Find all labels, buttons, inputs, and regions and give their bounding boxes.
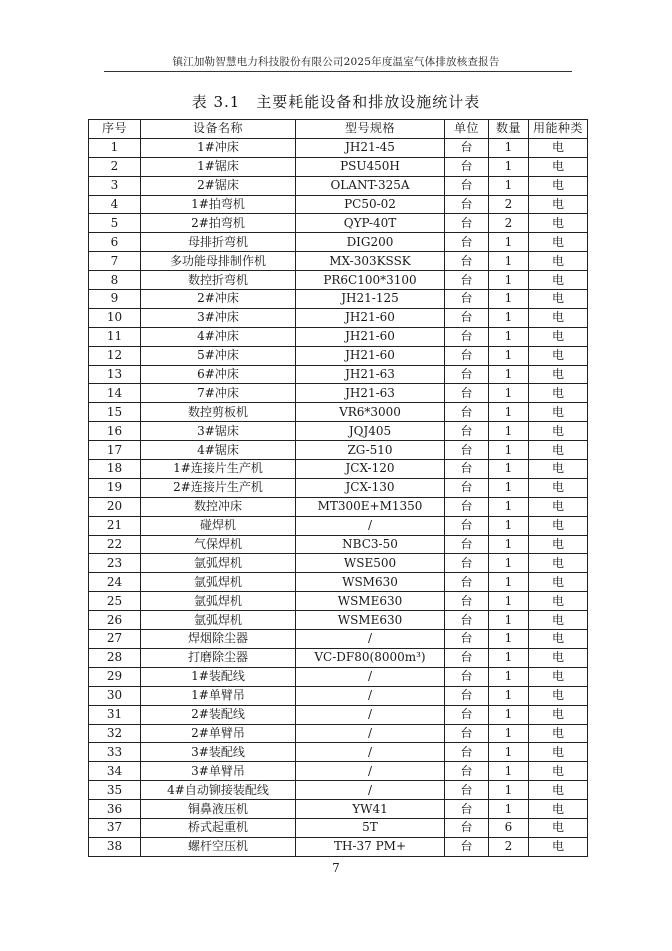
table-row [89, 195, 588, 214]
cell-unit: 台 [445, 535, 489, 554]
cell-equipment-name: 2#连接片生产机 [141, 478, 296, 497]
table-row [89, 554, 588, 573]
page-number: 7 [332, 861, 340, 875]
cell-equipment-name: 数控折弯机 [141, 271, 296, 290]
cell-unit: 台 [445, 648, 489, 667]
cell-unit: 台 [445, 743, 489, 762]
cell-equipment-name: 铜鼻液压机 [141, 800, 296, 819]
cell-index: 35 [89, 781, 141, 800]
cell-equipment-name: 3#锯床 [141, 422, 296, 441]
cell-equipment-name: 6#冲床 [141, 365, 296, 384]
cell-equipment-name: 氩弧焊机 [141, 611, 296, 630]
cell-quantity: 1 [489, 308, 529, 327]
cell-model: JH21-63 [296, 365, 445, 384]
cell-unit: 台 [445, 667, 489, 686]
cell-index: 14 [89, 384, 141, 403]
cell-unit: 台 [445, 478, 489, 497]
cell-index: 27 [89, 630, 141, 649]
cell-quantity: 1 [489, 743, 529, 762]
table-row [89, 271, 588, 290]
cell-quantity: 1 [489, 233, 529, 252]
cell-index: 34 [89, 762, 141, 781]
cell-quantity: 1 [489, 327, 529, 346]
cell-energy-type: 电 [529, 290, 588, 309]
table-row [89, 686, 588, 705]
cell-energy-type: 电 [529, 686, 588, 705]
cell-quantity: 1 [489, 573, 529, 592]
cell-index: 37 [89, 818, 141, 837]
cell-energy-type: 电 [529, 818, 588, 837]
cell-equipment-name: 1#装配线 [141, 667, 296, 686]
table-row [89, 441, 588, 460]
cell-energy-type: 电 [529, 365, 588, 384]
table-row [89, 535, 588, 554]
cell-quantity: 1 [489, 611, 529, 630]
cell-equipment-name: 3#单臂吊 [141, 762, 296, 781]
cell-model: / [296, 762, 445, 781]
cell-quantity: 2 [489, 195, 529, 214]
table-row [89, 592, 588, 611]
cell-equipment-name: 打磨除尘器 [141, 648, 296, 667]
cell-energy-type: 电 [529, 478, 588, 497]
cell-equipment-name: 3#装配线 [141, 743, 296, 762]
cell-quantity: 1 [489, 705, 529, 724]
cell-model: TH-37 PM+ [296, 837, 445, 856]
cell-model: PSU450H [296, 157, 445, 176]
cell-model: / [296, 630, 445, 649]
cell-equipment-name: 气保焊机 [141, 535, 296, 554]
cell-equipment-name: 4#冲床 [141, 327, 296, 346]
table-row [89, 214, 588, 233]
cell-index: 4 [89, 195, 141, 214]
cell-energy-type: 电 [529, 667, 588, 686]
cell-index: 19 [89, 478, 141, 497]
cell-unit: 台 [445, 837, 489, 856]
cell-model: ZG-510 [296, 441, 445, 460]
cell-unit: 台 [445, 384, 489, 403]
cell-quantity: 1 [489, 384, 529, 403]
table-row [89, 176, 588, 195]
cell-equipment-name: 4#自动铆接装配线 [141, 781, 296, 800]
cell-unit: 台 [445, 308, 489, 327]
cell-index: 28 [89, 648, 141, 667]
cell-unit: 台 [445, 290, 489, 309]
cell-quantity: 1 [489, 478, 529, 497]
table-row [89, 762, 588, 781]
cell-quantity: 1 [489, 554, 529, 573]
cell-unit: 台 [445, 724, 489, 743]
cell-equipment-name: 2#冲床 [141, 290, 296, 309]
cell-energy-type: 电 [529, 648, 588, 667]
cell-quantity: 1 [489, 365, 529, 384]
cell-quantity: 1 [489, 781, 529, 800]
cell-quantity: 1 [489, 535, 529, 554]
cell-unit: 台 [445, 346, 489, 365]
table-row [89, 800, 588, 819]
cell-unit: 台 [445, 686, 489, 705]
cell-quantity: 1 [489, 497, 529, 516]
cell-equipment-name: 2#锯床 [141, 176, 296, 195]
cell-equipment-name: 数控冲床 [141, 497, 296, 516]
cell-index: 9 [89, 290, 141, 309]
cell-quantity: 1 [489, 271, 529, 290]
cell-model: / [296, 516, 445, 535]
table-row [89, 403, 588, 422]
table-header-row [89, 120, 588, 139]
cell-equipment-name: 5#冲床 [141, 346, 296, 365]
table-row [89, 308, 588, 327]
table-row [89, 384, 588, 403]
table-row [89, 365, 588, 384]
cell-energy-type: 电 [529, 308, 588, 327]
cell-model: DIG200 [296, 233, 445, 252]
cell-index: 30 [89, 686, 141, 705]
table-row [89, 157, 588, 176]
cell-model: WSE500 [296, 554, 445, 573]
cell-quantity: 1 [489, 176, 529, 195]
cell-unit: 台 [445, 365, 489, 384]
cell-equipment-name: 2#拍弯机 [141, 214, 296, 233]
cell-energy-type: 电 [529, 781, 588, 800]
cell-model: / [296, 686, 445, 705]
cell-model: 5T [296, 818, 445, 837]
cell-index: 10 [89, 308, 141, 327]
cell-equipment-name: 氩弧焊机 [141, 573, 296, 592]
cell-quantity: 2 [489, 837, 529, 856]
cell-model: JQJ405 [296, 422, 445, 441]
cell-energy-type: 电 [529, 327, 588, 346]
cell-energy-type: 电 [529, 762, 588, 781]
cell-energy-type: 电 [529, 535, 588, 554]
cell-unit: 台 [445, 176, 489, 195]
cell-quantity: 1 [489, 441, 529, 460]
cell-energy-type: 电 [529, 611, 588, 630]
cell-unit: 台 [445, 611, 489, 630]
cell-model: WSME630 [296, 592, 445, 611]
cell-quantity: 1 [489, 630, 529, 649]
cell-model: QYP-40T [296, 214, 445, 233]
header-divider [104, 71, 572, 72]
column-header-unit: 单位 [445, 120, 489, 139]
cell-index: 11 [89, 327, 141, 346]
column-header-quantity: 数量 [489, 120, 529, 139]
cell-unit: 台 [445, 800, 489, 819]
cell-index: 32 [89, 724, 141, 743]
cell-model: WSME630 [296, 611, 445, 630]
cell-energy-type: 电 [529, 592, 588, 611]
cell-quantity: 1 [489, 516, 529, 535]
cell-model: JH21-60 [296, 327, 445, 346]
cell-index: 3 [89, 176, 141, 195]
cell-unit: 台 [445, 762, 489, 781]
cell-energy-type: 电 [529, 724, 588, 743]
cell-model: JH21-60 [296, 346, 445, 365]
column-header-equipment-name: 设备名称 [141, 120, 296, 139]
table-row [89, 573, 588, 592]
cell-index: 15 [89, 403, 141, 422]
page-header: 镇江加勒智慧电力科技股份有限公司2025年度温室气体排放核查报告 [172, 56, 500, 68]
table-row [89, 138, 588, 157]
cell-model: NBC3-50 [296, 535, 445, 554]
cell-model: YW41 [296, 800, 445, 819]
cell-unit: 台 [445, 573, 489, 592]
cell-unit: 台 [445, 271, 489, 290]
cell-equipment-name: 螺杆空压机 [141, 837, 296, 856]
cell-energy-type: 电 [529, 441, 588, 460]
table-row [89, 611, 588, 630]
cell-index: 22 [89, 535, 141, 554]
cell-index: 25 [89, 592, 141, 611]
cell-index: 21 [89, 516, 141, 535]
table-row [89, 497, 588, 516]
cell-equipment-name: 3#冲床 [141, 308, 296, 327]
cell-equipment-name: 多功能母排制作机 [141, 252, 296, 271]
cell-equipment-name: 4#锯床 [141, 441, 296, 460]
cell-model: VR6*3000 [296, 403, 445, 422]
cell-energy-type: 电 [529, 422, 588, 441]
cell-energy-type: 电 [529, 630, 588, 649]
cell-energy-type: 电 [529, 800, 588, 819]
cell-index: 18 [89, 460, 141, 479]
cell-energy-type: 电 [529, 176, 588, 195]
cell-energy-type: 电 [529, 384, 588, 403]
cell-index: 23 [89, 554, 141, 573]
cell-quantity: 1 [489, 460, 529, 479]
cell-energy-type: 电 [529, 743, 588, 762]
cell-energy-type: 电 [529, 837, 588, 856]
cell-quantity: 1 [489, 592, 529, 611]
cell-equipment-name: 母排折弯机 [141, 233, 296, 252]
cell-energy-type: 电 [529, 271, 588, 290]
cell-equipment-name: 数控剪板机 [141, 403, 296, 422]
cell-energy-type: 电 [529, 460, 588, 479]
cell-energy-type: 电 [529, 157, 588, 176]
cell-unit: 台 [445, 592, 489, 611]
cell-equipment-name: 焊烟除尘器 [141, 630, 296, 649]
cell-energy-type: 电 [529, 554, 588, 573]
table-row [89, 252, 588, 271]
cell-equipment-name: 1#连接片生产机 [141, 460, 296, 479]
cell-index: 17 [89, 441, 141, 460]
cell-index: 8 [89, 271, 141, 290]
column-header-model: 型号规格 [296, 120, 445, 139]
table-row [89, 478, 588, 497]
cell-unit: 台 [445, 138, 489, 157]
cell-unit: 台 [445, 441, 489, 460]
cell-index: 36 [89, 800, 141, 819]
cell-model: / [296, 724, 445, 743]
equipment-table [88, 119, 588, 857]
cell-unit: 台 [445, 630, 489, 649]
cell-index: 24 [89, 573, 141, 592]
cell-quantity: 1 [489, 290, 529, 309]
table-row [89, 346, 588, 365]
cell-unit: 台 [445, 497, 489, 516]
cell-energy-type: 电 [529, 516, 588, 535]
cell-energy-type: 电 [529, 403, 588, 422]
cell-energy-type: 电 [529, 195, 588, 214]
cell-unit: 台 [445, 705, 489, 724]
cell-quantity: 1 [489, 403, 529, 422]
table-row [89, 781, 588, 800]
cell-equipment-name: 桥式起重机 [141, 818, 296, 837]
table-body [89, 138, 588, 856]
cell-index: 29 [89, 667, 141, 686]
cell-index: 16 [89, 422, 141, 441]
cell-unit: 台 [445, 818, 489, 837]
cell-equipment-name: 2#单臂吊 [141, 724, 296, 743]
cell-index: 26 [89, 611, 141, 630]
cell-energy-type: 电 [529, 233, 588, 252]
cell-quantity: 1 [489, 422, 529, 441]
cell-unit: 台 [445, 214, 489, 233]
cell-energy-type: 电 [529, 497, 588, 516]
table-title: 表 3.1 主要耗能设备和排放设施统计表 [191, 93, 481, 111]
table-row [89, 290, 588, 309]
cell-quantity: 1 [489, 667, 529, 686]
cell-model: MX-303KSSK [296, 252, 445, 271]
cell-model: JCX-130 [296, 478, 445, 497]
cell-unit: 台 [445, 460, 489, 479]
cell-index: 5 [89, 214, 141, 233]
table-row [89, 460, 588, 479]
cell-model: WSM630 [296, 573, 445, 592]
column-header-index: 序号 [89, 120, 141, 139]
column-header-energy-type: 用能种类 [529, 120, 588, 139]
cell-quantity: 1 [489, 724, 529, 743]
cell-energy-type: 电 [529, 214, 588, 233]
cell-model: JH21-63 [296, 384, 445, 403]
cell-index: 7 [89, 252, 141, 271]
cell-index: 6 [89, 233, 141, 252]
table-row [89, 233, 588, 252]
cell-energy-type: 电 [529, 346, 588, 365]
cell-equipment-name: 1#锯床 [141, 157, 296, 176]
cell-equipment-name: 1#单臂吊 [141, 686, 296, 705]
cell-quantity: 2 [489, 214, 529, 233]
table-row [89, 422, 588, 441]
cell-index: 13 [89, 365, 141, 384]
cell-model: MT300E+M1350 [296, 497, 445, 516]
cell-unit: 台 [445, 422, 489, 441]
cell-index: 12 [89, 346, 141, 365]
cell-model: OLANT-325A [296, 176, 445, 195]
cell-model: VC-DF80(8000m³) [296, 648, 445, 667]
cell-quantity: 6 [489, 818, 529, 837]
cell-equipment-name: 2#装配线 [141, 705, 296, 724]
cell-equipment-name: 7#冲床 [141, 384, 296, 403]
table-row [89, 667, 588, 686]
cell-quantity: 1 [489, 252, 529, 271]
cell-index: 38 [89, 837, 141, 856]
table-row [89, 818, 588, 837]
cell-index: 2 [89, 157, 141, 176]
cell-model: JCX-120 [296, 460, 445, 479]
cell-quantity: 1 [489, 762, 529, 781]
cell-unit: 台 [445, 516, 489, 535]
cell-model: / [296, 743, 445, 762]
table-row [89, 705, 588, 724]
cell-unit: 台 [445, 403, 489, 422]
table-row [89, 327, 588, 346]
cell-energy-type: 电 [529, 138, 588, 157]
cell-energy-type: 电 [529, 573, 588, 592]
cell-model: / [296, 781, 445, 800]
table-row [89, 837, 588, 856]
cell-quantity: 1 [489, 686, 529, 705]
cell-unit: 台 [445, 233, 489, 252]
cell-model: JH21-125 [296, 290, 445, 309]
cell-equipment-name: 1#冲床 [141, 138, 296, 157]
cell-index: 1 [89, 138, 141, 157]
cell-unit: 台 [445, 781, 489, 800]
table-row [89, 516, 588, 535]
cell-energy-type: 电 [529, 252, 588, 271]
cell-quantity: 1 [489, 157, 529, 176]
cell-unit: 台 [445, 327, 489, 346]
cell-index: 31 [89, 705, 141, 724]
cell-equipment-name: 氩弧焊机 [141, 554, 296, 573]
table-row [89, 630, 588, 649]
cell-quantity: 1 [489, 346, 529, 365]
cell-model: PC50-02 [296, 195, 445, 214]
cell-energy-type: 电 [529, 705, 588, 724]
cell-model: JH21-60 [296, 308, 445, 327]
cell-quantity: 1 [489, 138, 529, 157]
cell-index: 33 [89, 743, 141, 762]
cell-model: / [296, 667, 445, 686]
cell-index: 20 [89, 497, 141, 516]
cell-model: / [296, 705, 445, 724]
table-row [89, 743, 588, 762]
cell-equipment-name: 氩弧焊机 [141, 592, 296, 611]
cell-quantity: 1 [489, 648, 529, 667]
cell-equipment-name: 1#拍弯机 [141, 195, 296, 214]
table-row [89, 724, 588, 743]
table-row [89, 648, 588, 667]
cell-unit: 台 [445, 157, 489, 176]
cell-quantity: 1 [489, 800, 529, 819]
cell-unit: 台 [445, 195, 489, 214]
cell-equipment-name: 碰焊机 [141, 516, 296, 535]
cell-model: JH21-45 [296, 138, 445, 157]
cell-unit: 台 [445, 554, 489, 573]
cell-unit: 台 [445, 252, 489, 271]
cell-model: PR6C100*3100 [296, 271, 445, 290]
